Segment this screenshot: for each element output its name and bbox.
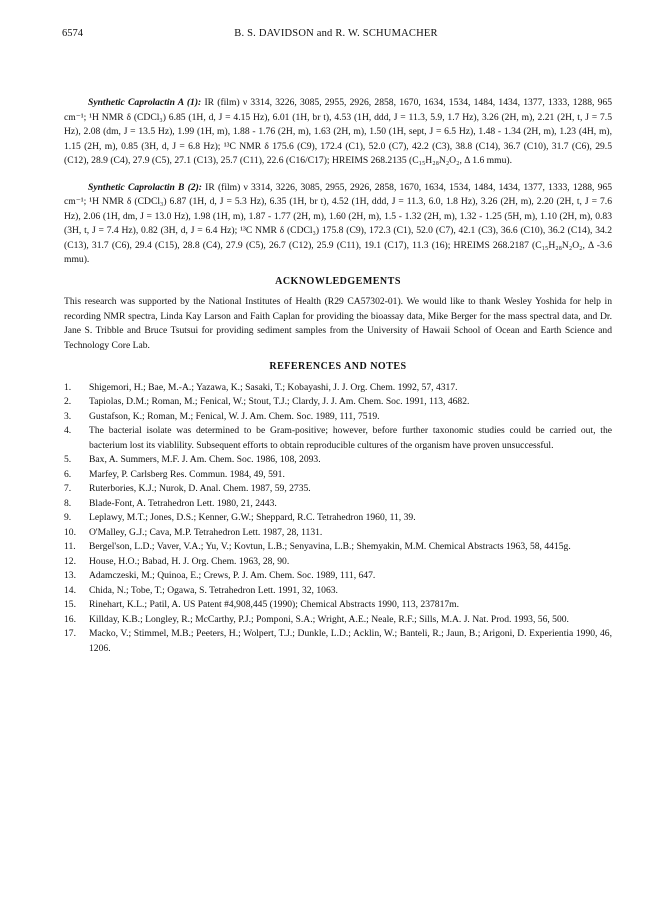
synthetic-caprolactin-b-paragraph — [64, 181, 612, 268]
reference-number: 16. — [64, 613, 76, 625]
reference-text: O'Malley, G.J.; Cava, M.P. Tetrahedron Lett. 1987, 28, 1131. — [89, 526, 323, 538]
reference-text: Rinehart, K.L.; Patil, A. US Patent #4,908,445 (1990); Chemical Abstracts 1990, 113, 237817m. — [89, 599, 460, 610]
reference-number: 7. — [64, 483, 72, 494]
reference-number: 5. — [64, 454, 72, 465]
synthetic-caprolactin-a-text: IR (film) ν 3314, 3226, 3085, 2955, 2926, 2858, 1670, 1634, 1534, 1484, 1434, 1377, 1333, 1288, 965 cm⁻¹; ¹H NMR δ (CDCl₃) 6.85 (1H, d, J = 4.15 Hz), 6.01 (1H, br t), 4.53 (1H, ddd, J = 11.3, 5.9, 1.7 Hz), 3.26 (2H, m), 2.21 (2H, t, J = 7.5 Hz), 2.08 (dm, J = 13.5 Hz), 1.99 (1H, m), 1.88 - 1.76 (2H, m), 1.63 (2H, m), 1.50 (1H, sept, J = 6.5 Hz), 1.48 - 1.34 (2H, m), 1.23 (4H, m), 1.15 (2H, m), 0.85 (3H, d, J = 6.8 Hz); ¹³C NMR δ 175.6 (C9), 172.4 (C1), 52.0 (C7), 42.2 (C3), 38.8 (C14), 36.7 (C10), 31.7 (C6), 29.5 (C12), 28.9 (C4), 27.9 (C5), 27.1 (C13), 25.7 (C11), 22.6 (C16/C17); HREIMS 268.2135 (C₁₅H₂₈N₂O₂, Δ 1.6 mmu). — [64, 97, 613, 166]
reference-number: 14. — [64, 584, 76, 596]
reference-item — [64, 627, 612, 656]
reference-text: Marfey, P. Carlsberg Res. Commun. 1984, 49, 591. — [89, 468, 285, 480]
reference-item — [64, 598, 612, 613]
reference-item — [64, 540, 612, 555]
acknowledgements-heading: ACKNOWLEDGEMENTS — [275, 275, 401, 287]
reference-item — [64, 468, 612, 483]
reference-text: Tapiolas, D.M.; Roman, M.; Fenical, W.; Stout, T.J.; Clardy, J. J. Am. Chem. Soc. 1991, 113, 4682. — [89, 396, 470, 407]
reference-text: Shigemori, H.; Bae, M.-A.; Yazawa, K.; Sasaki, T.; Kobayashi, J. J. Org. Chem. 1992, 57, 4317. — [89, 381, 458, 393]
running-head: B. S. DAVIDSON and R. W. SCHUMACHER — [234, 28, 438, 39]
reference-item — [64, 482, 612, 497]
reference-number: 8. — [64, 497, 72, 509]
reference-item — [64, 511, 612, 526]
reference-text: Macko, V.; Stimmel, M.B.; Peeters, H.; Wolpert, T.J.; Dunkle, L.D.; Acklin, W.; Banteli, R.; Jaun, B.; Arigoni, D. Experientia 1990, 46, 1206. — [89, 628, 612, 654]
reference-number: 12. — [64, 555, 76, 567]
reference-text: Bax, A. Summers, M.F. J. Am. Chem. Soc. 1986, 108, 2093. — [89, 454, 321, 465]
references-list — [64, 381, 612, 657]
reference-item — [64, 584, 612, 599]
reference-number: 9. — [64, 512, 72, 523]
reference-number: 4. — [64, 425, 72, 436]
reference-item — [64, 613, 612, 628]
synthetic-caprolactin-a-paragraph — [64, 96, 612, 169]
reference-number: 13. — [64, 570, 76, 581]
reference-text: Gustafson, K.; Roman, M.; Fenical, W. J. Am. Chem. Soc. 1989, 111, 7519. — [89, 410, 380, 422]
reference-number: 2. — [64, 396, 72, 407]
reference-item — [64, 555, 612, 570]
reference-number: 10. — [64, 526, 76, 538]
reference-item — [64, 395, 612, 410]
reference-text: The bacterial isolate was determined to be Gram-positive; however, before further taxonomic studies could be carried out, the bacterium lost its viablility. Subsequent efforts to obtain reproducible cultures of the organism have proven unsuccessful. — [89, 425, 612, 451]
synthetic-caprolactin-a-title: Synthetic Caprolactin A (1): — [88, 97, 202, 108]
reference-item — [64, 424, 612, 453]
references-heading: REFERENCES AND NOTES — [269, 361, 407, 372]
reference-item — [64, 526, 612, 541]
page-number: 6574 — [62, 28, 83, 39]
acknowledgements-text: This research was supported by the National Institutes of Health (R29 CA57302-01). We would like to thank Wesley Yoshida for help in recording NMR spectra, Linda Kay Larson and Faith Caplan for providing the bioassay data, Mike Berger for the mass spectral data, and Dr. Jane S. Tribble and Bruce Tsutsui for providing sediment samples from the University of Hawaii School of Ocean and Earth Science and Technology Core Lab. — [64, 296, 612, 351]
reference-text: Ruterbories, K.J.; Nurok, D. Anal. Chem. 1987, 59, 2735. — [89, 483, 311, 494]
page-content — [64, 96, 612, 656]
reference-item — [64, 410, 612, 425]
synthetic-caprolactin-b-title: Synthetic Caprolactin B (2): — [88, 181, 202, 193]
reference-text: Chida, N.; Tobe, T.; Ogawa, S. Tetrahedron Lett. 1991, 32, 1063. — [89, 584, 338, 596]
reference-item — [64, 381, 612, 396]
reference-item — [64, 453, 612, 468]
reference-text: Blade-Font, A. Tetrahedron Lett. 1980, 21, 2443. — [89, 497, 277, 509]
reference-number: 17. — [64, 628, 76, 639]
reference-item — [64, 569, 612, 584]
reference-number: 6. — [64, 468, 72, 480]
reference-text: Killday, K.B.; Longley, R.; McCarthy, P.J.; Pomponi, S.A.; Wright, A.E.; Neale, R.F.; Sills, M.A. J. Nat. Prod. 1993, 56, 500. — [89, 613, 569, 625]
reference-text: House, H.O.; Babad, H. J. Org. Chem. 1963, 28, 90. — [89, 555, 290, 567]
reference-number: 3. — [64, 410, 72, 422]
reference-text: Leplawy, M.T.; Jones, D.S.; Kenner, G.W.; Sheppard, R.C. Tetrahedron 1960, 11, 39. — [89, 512, 416, 523]
reference-number: 11. — [64, 541, 76, 552]
synthetic-caprolactin-b-text: IR (film) ν 3314, 3226, 3085, 2955, 2926, 2858, 1670, 1634, 1534, 1484, 1434, 1377, 1333, 1288, 965 cm⁻¹; ¹H NMR δ (CDCl₃) 6.87 (1H, d, J = 5.3 Hz), 6.35 (1H, br t), 4.52 (1H, ddd, J = 11.3, 6.0, 1.8 Hz), 3.26 (2H, m), 2.20 (2H, t, J = 7.6 Hz), 2.06 (1H, dm, J = 13.0 Hz), 1.98 (1H, m), 1.87 - 1.77 (2H, m), 1.60 (2H, m), 1.5 - 1.32 (2H, m), 1.32 - 1.25 (5H, m), 1.10 (2H, m), 0.83 (3H, t, J = 7.4 Hz), 0.82 (3H, d, J = 6.4 Hz); ¹³C NMR δ (CDCl₃) 175.8 (C9), 172.3 (C1), 52.0 (C7), 42.1 (C3), 36.6 (C10), 36.2 (C14), 34.2 (C13), 31.7 (C6), 29.4 (C15), 28.8 (C4), 27.9 (C5), 26.7 (C12), 25.9 (C11), 19.1 (C17), 11.3 (16); HREIMS 268.2187 (C₁₅H₂₈N₂O₂, Δ -3.6 mmu). — [64, 181, 613, 265]
reference-number: 15. — [64, 599, 76, 610]
reference-number: 1. — [64, 381, 72, 393]
reference-text: Adamczeski, M.; Quinoa, E.; Crews, P. J. Am. Chem. Soc. 1989, 111, 647. — [89, 570, 376, 581]
reference-text: Bergel'son, L.D.; Vaver, V.A.; Yu, V.; Kovtun, L.B.; Senyavina, L.B.; Shemyakin, M.M. Chemical Abstracts 1963, 58, 4415g. — [89, 541, 571, 552]
reference-item — [64, 497, 612, 512]
page-header — [0, 28, 672, 44]
